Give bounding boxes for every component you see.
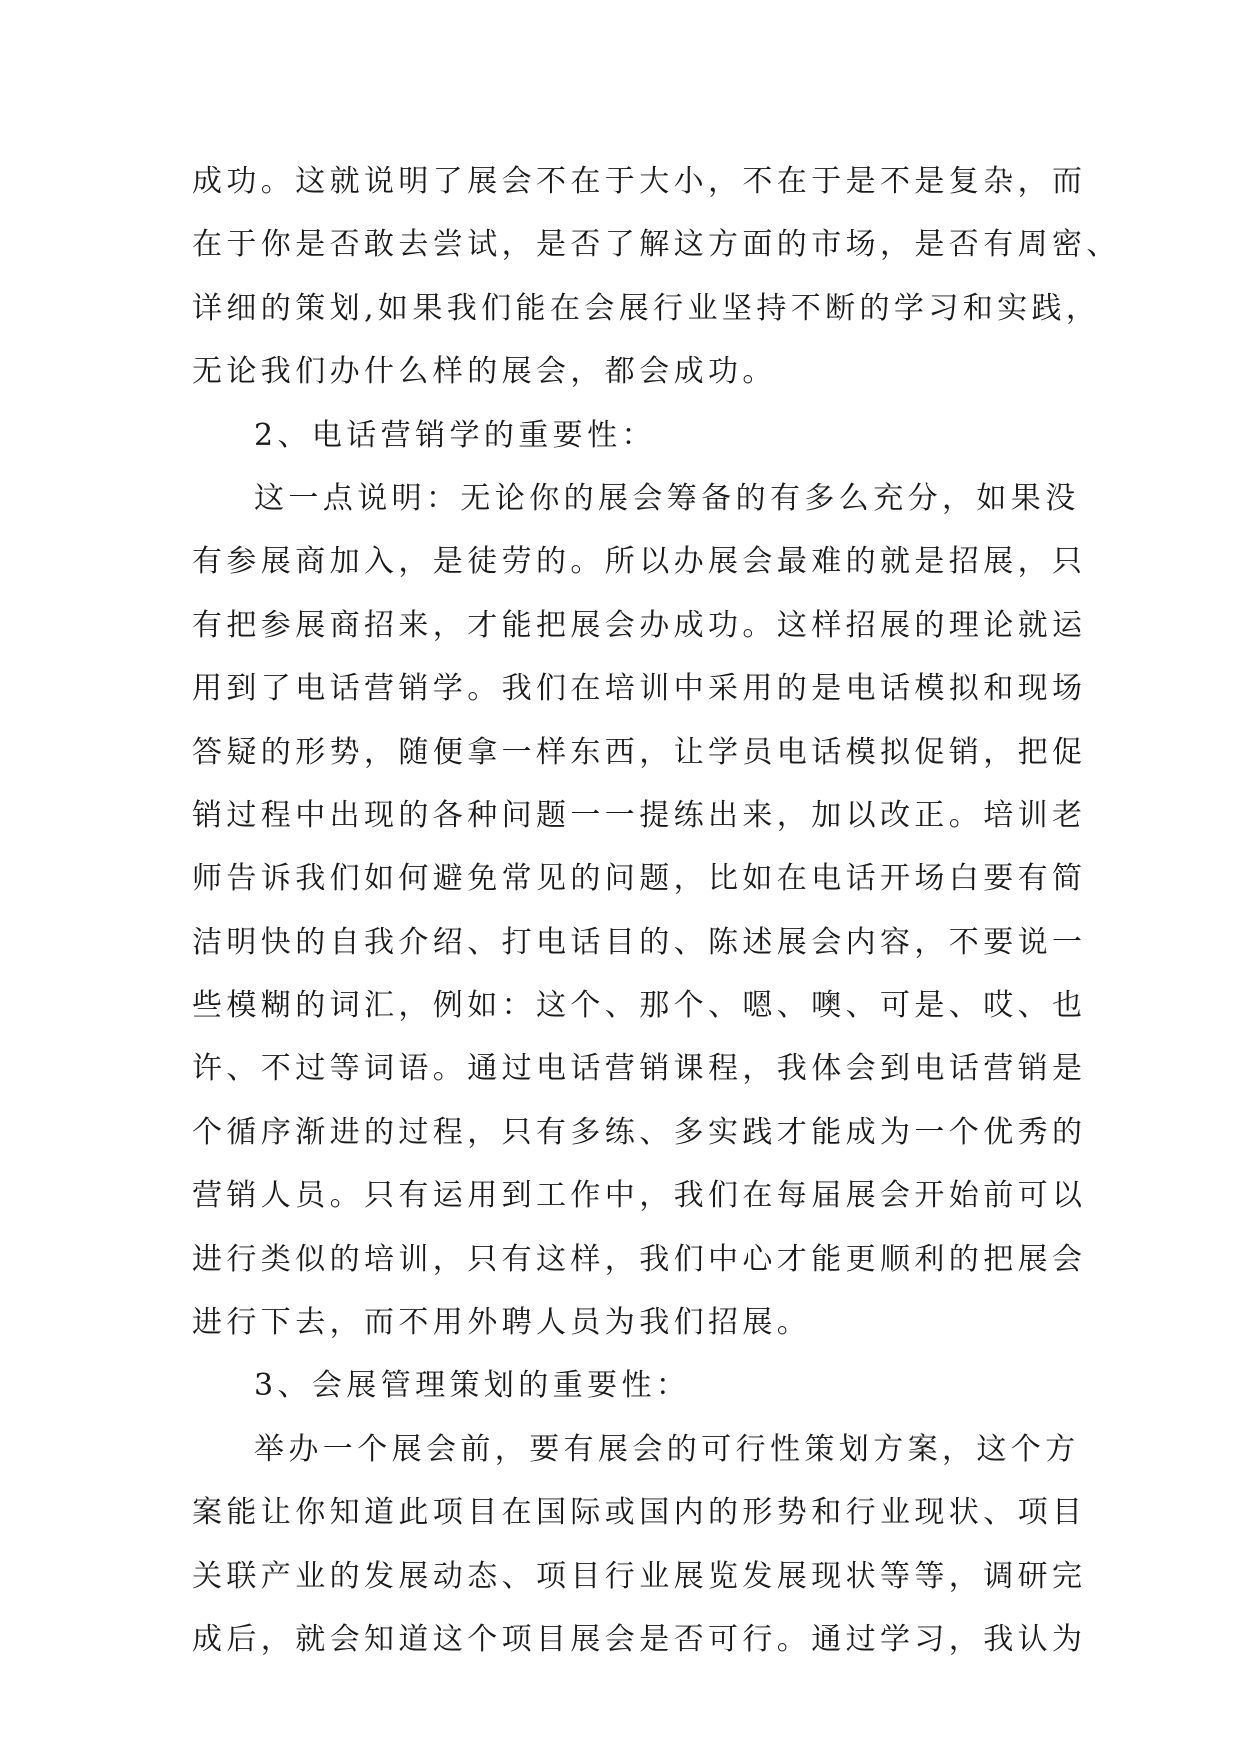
text-line: 个循序渐进的过程，只有多练、多实践才能成为一个优秀的 xyxy=(192,1114,1087,1150)
text-line: 师告诉我们如何避免常见的问题，比如在电话开场白要有简 xyxy=(192,861,1087,897)
text-line: 用到了电话营销学。我们在培训中采用的是电话模拟和现场 xyxy=(192,671,1087,707)
text-line: 案能让你知道此项目在国际或国内的形势和行业现状、项目 xyxy=(192,1495,1087,1531)
text-line: 无论我们办什么样的展会，都会成功。 xyxy=(192,354,777,390)
text-line: 营销人员。只有运用到工作中，我们在每届展会开始前可以 xyxy=(192,1178,1087,1214)
text-line: 些模糊的词汇，例如：这个、那个、嗯、噢、可是、哎、也 xyxy=(192,988,1087,1024)
text-line: 成功。这就说明了展会不在于大小，不在于是不是复杂，而 xyxy=(192,164,1087,199)
text-line: 进行类似的培训，只有这样，我们中心才能更顺利的把展会 xyxy=(192,1241,1087,1277)
text-line: 洁明快的自我介绍、打电话目的、陈述展会内容，不要说一 xyxy=(192,924,1087,960)
text-line: 有把参展商招来，才能把展会办成功。这样招展的理论就运 xyxy=(192,607,1087,643)
text-line: 在于你是否敢去尝试，是否了解这方面的市场，是否有周密、 xyxy=(192,227,1121,263)
text-line: 详细的策划,如果我们能在会展行业坚持不断的学习和实践， xyxy=(192,290,1101,326)
text-line: 有参展商加入，是徒劳的。所以办展会最难的就是招展，只 xyxy=(192,544,1087,580)
text-line: 关联产业的发展动态、项目行业展览发展现状等等，调研完 xyxy=(192,1558,1087,1594)
section-heading: 3、会展管理策划的重要性： xyxy=(254,1368,691,1404)
text-line: 成后，就会知道这个项目展会是否可行。通过学习，我认为 xyxy=(192,1621,1087,1657)
text-line: 举办一个展会前，要有展会的可行性策划方案，这个方 xyxy=(254,1431,1080,1467)
document-page xyxy=(192,150,1121,1671)
text-line: 答疑的形势，随便拿一样东西，让学员电话模拟促销，把促 xyxy=(192,734,1087,770)
section-heading: 2、电话营销学的重要性： xyxy=(254,417,656,453)
text-line: 进行下去，而不用外聘人员为我们招展。 xyxy=(192,1305,812,1341)
text-line: 销过程中出现的各种问题一一提练出来，加以改正。培训老 xyxy=(192,797,1087,833)
text-line: 许、不过等词语。通过电话营销课程，我体会到电话营销是 xyxy=(192,1051,1087,1087)
text-line: 这一点说明：无论你的展会筹备的有多么充分，如果没 xyxy=(254,480,1080,516)
